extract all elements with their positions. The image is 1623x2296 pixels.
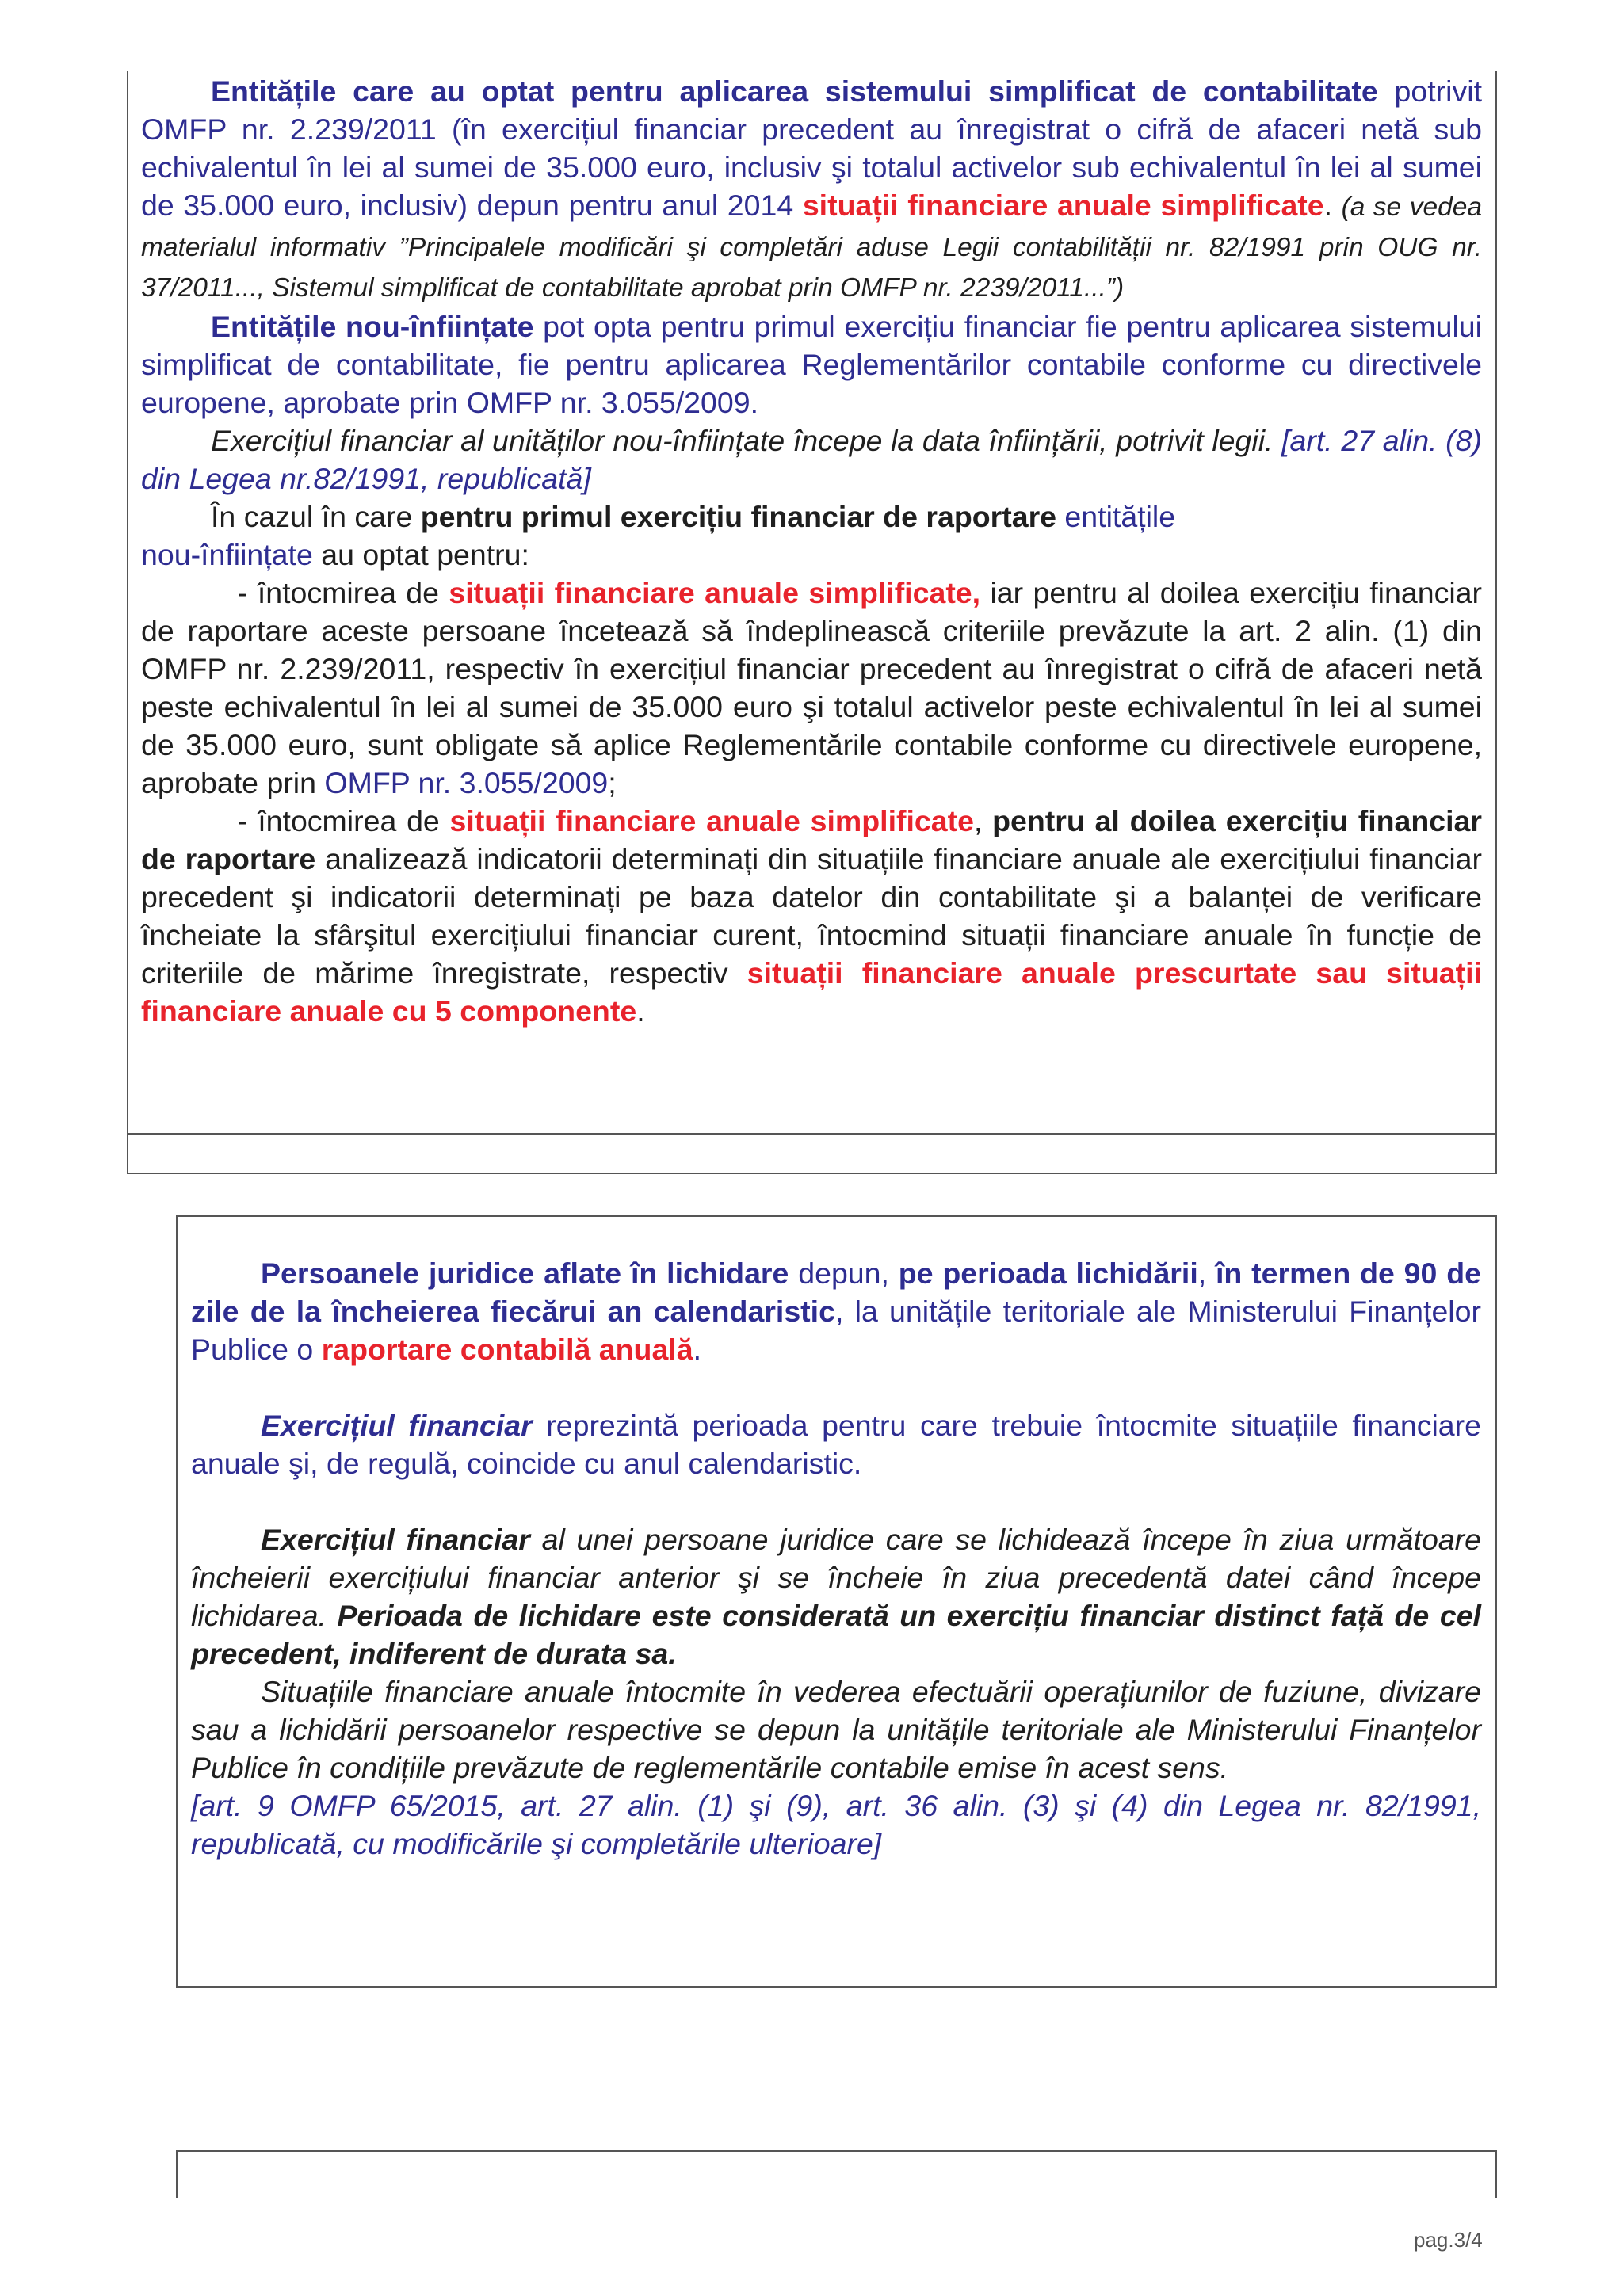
paragraph-simplified-system bbox=[141, 72, 1482, 307]
legal-reference: OMFP nr. 3.055/2009 bbox=[324, 766, 609, 799]
punct: , bbox=[1197, 1257, 1216, 1290]
paragraph-new-entities bbox=[141, 307, 1482, 421]
body-text: analizează indicatorii determinați din situațiile financiare anuale ale exercițiului financiar precedent şi indicatorii determinați pe baza datelor din contabilitate şi a balanței de verificare încheiate la sfârşitul exercițiului financiar curent, întocmind situații financiare anuale în funcție de criteriile de mărime înregistrate, respectiv bbox=[141, 842, 1482, 990]
body-text: al unei persoane juridice care se lichidează începe în ziua următoare încheierii exercițiului financiar anterior şi se încheie în ziua precedentă datei când începe lichidarea. bbox=[191, 1523, 1481, 1632]
highlight-red: situații financiare anuale simplificate, bbox=[449, 576, 981, 609]
body-text: depun, bbox=[789, 1257, 899, 1290]
box-divider bbox=[128, 1133, 1495, 1135]
bottom-box bbox=[176, 2150, 1497, 2198]
body-text: În cazul în care bbox=[211, 500, 421, 533]
list-item-second-year bbox=[141, 802, 1482, 1030]
body-text: potrivit OMFP nr. 2.239/2011 (în exercițiul financiar precedent au înregistrat o cifră de afaceri netă sub echivalentul în lei al sumei de 35.000 euro, inclusiv şi totalul activelor sub echivalentul în lei al sumei de 35.000 euro, inclusiv) depun pentru anul 2014 bbox=[141, 74, 1482, 222]
paragraph-liquidation bbox=[191, 1254, 1481, 1368]
info-note: (a se vedea materialul informativ ”Principalele modificări şi completări aduse Legii contabilității nr. 82/1991 prin OUG nr. 37/2011..., Sistemul simplificat de contabilitate aprobat prin OMFP nr. 2239/2011...”) bbox=[141, 193, 1483, 303]
body-text: nou-înființate bbox=[141, 538, 313, 571]
legal-reference: [art. 27 alin. (8) din Legea nr.82/1991, republicată] bbox=[141, 424, 1482, 495]
liquidation-section-text bbox=[191, 1254, 1481, 1863]
page-number: pag.3/4 bbox=[1414, 2228, 1483, 2252]
paragraph-merger-statements bbox=[191, 1672, 1481, 1787]
highlight-red: situații financiare anuale simplificate bbox=[802, 189, 1324, 222]
bold-phrase: pentru al doilea exercițiu financiar de raportare bbox=[141, 804, 1483, 875]
top-section-text bbox=[141, 72, 1482, 1030]
period: . bbox=[1323, 189, 1342, 222]
spacer bbox=[191, 1482, 1481, 1520]
bold-phrase: în termen de 90 de zile de la încheierea fiecărui an calendaristic bbox=[191, 1257, 1481, 1328]
legal-reference: [art. 9 OMFP 65/2015, art. 27 alin. (1) şi (9), art. 36 alin. (3) şi (4) din Legea nr. 82/1991, republicată, cu modificările şi completările ulterioare] bbox=[191, 1789, 1481, 1860]
highlight-red: situații financiare anuale simplificate bbox=[449, 804, 974, 837]
punct: ; bbox=[608, 766, 617, 799]
lead-bold: Persoanele juridice aflate în lichidare bbox=[261, 1257, 789, 1290]
body-text: - întocmirea de bbox=[238, 804, 450, 837]
body-text: reprezintă perioada pentru care trebuie întocmite situațiile financiare anuale şi, de regulă, coincide cu anul calendaristic. bbox=[191, 1409, 1482, 1480]
body-text: , la unitățile teritoriale ale Ministerului Finanțelor Publice o bbox=[191, 1295, 1481, 1366]
body-text: Exercițiul financiar al unităților nou-înființate începe la data înființării, potrivit legii. bbox=[211, 424, 1282, 457]
bold-phrase: pentru primul exercițiu financiar de raportare bbox=[420, 500, 1057, 533]
bold-phrase: Perioada de lichidare este considerată un exercițiu financiar distinct față de cel precedent, indiferent de durata sa. bbox=[191, 1599, 1481, 1670]
body-text: Situațiile financiare anuale întocmite în vederea efectuării operațiunilor de fuziune, divizare sau a lichidării persoanelor respective se depun la unitățile teritoriale ale Ministerului Finanțelor Publice în condițiile prevăzute de reglementările contabile emise în acest sens. bbox=[191, 1675, 1481, 1784]
punct: , bbox=[973, 804, 993, 837]
body-text: au optat pentru: bbox=[312, 538, 529, 571]
punct: . bbox=[636, 994, 645, 1028]
spacer bbox=[191, 1368, 1481, 1406]
paragraph-fiscal-year-definition bbox=[191, 1406, 1481, 1482]
highlight-red: situații financiare anuale prescurtate sau situații financiare anuale cu 5 componente bbox=[141, 956, 1482, 1028]
bold-phrase: pe perioada lichidării bbox=[898, 1257, 1198, 1290]
paragraph-fiscal-year-start bbox=[141, 421, 1482, 498]
paragraph-first-year-cont bbox=[141, 536, 1482, 574]
paragraph-liquidation-fiscal-year bbox=[191, 1520, 1481, 1672]
paragraph-first-year bbox=[141, 498, 1482, 536]
highlight-red: raportare contabilă anuală bbox=[321, 1333, 693, 1366]
lead-bold: Entitățile care au optat pentru aplicarea sistemului simplificat de contabilitate bbox=[211, 74, 1378, 108]
paragraph-legal-reference bbox=[191, 1787, 1481, 1863]
body-text: pot opta pentru primul exercițiu financiar fie pentru aplicarea sistemului simplificat de contabilitate, fie pentru aplicarea Reglementărilor contabile conforme cu directivele europene, aprobate prin OMFP nr. 3.055/2009. bbox=[141, 310, 1482, 419]
body-text: entitățile bbox=[1056, 500, 1176, 533]
lead-bold-italic: Exercițiul financiar bbox=[261, 1523, 530, 1556]
list-item-simplified bbox=[141, 574, 1482, 802]
lead-bold: Entitățile nou-înființate bbox=[211, 310, 534, 343]
punct: . bbox=[693, 1333, 702, 1366]
body-text: iar pentru al doilea exercițiu financiar de raportare aceste persoane încetează să îndeplinească criteriile prevăzute la art. 2 alin. (1) din OMFP nr. 2.239/2011, respectiv în exercițiul financiar precedent au înregistrat o cifră de afaceri netă peste echivalentul în lei al sumei de 35.000 euro şi totalul activelor peste echivalentul în lei al sumei de 35.000 euro, sunt obligate să aplice Reglementările contabile conforme cu directivele europene, aprobate prin bbox=[141, 576, 1483, 799]
lead-bold-italic: Exercițiul financiar bbox=[261, 1409, 533, 1442]
body-text: - întocmirea de bbox=[238, 576, 449, 609]
